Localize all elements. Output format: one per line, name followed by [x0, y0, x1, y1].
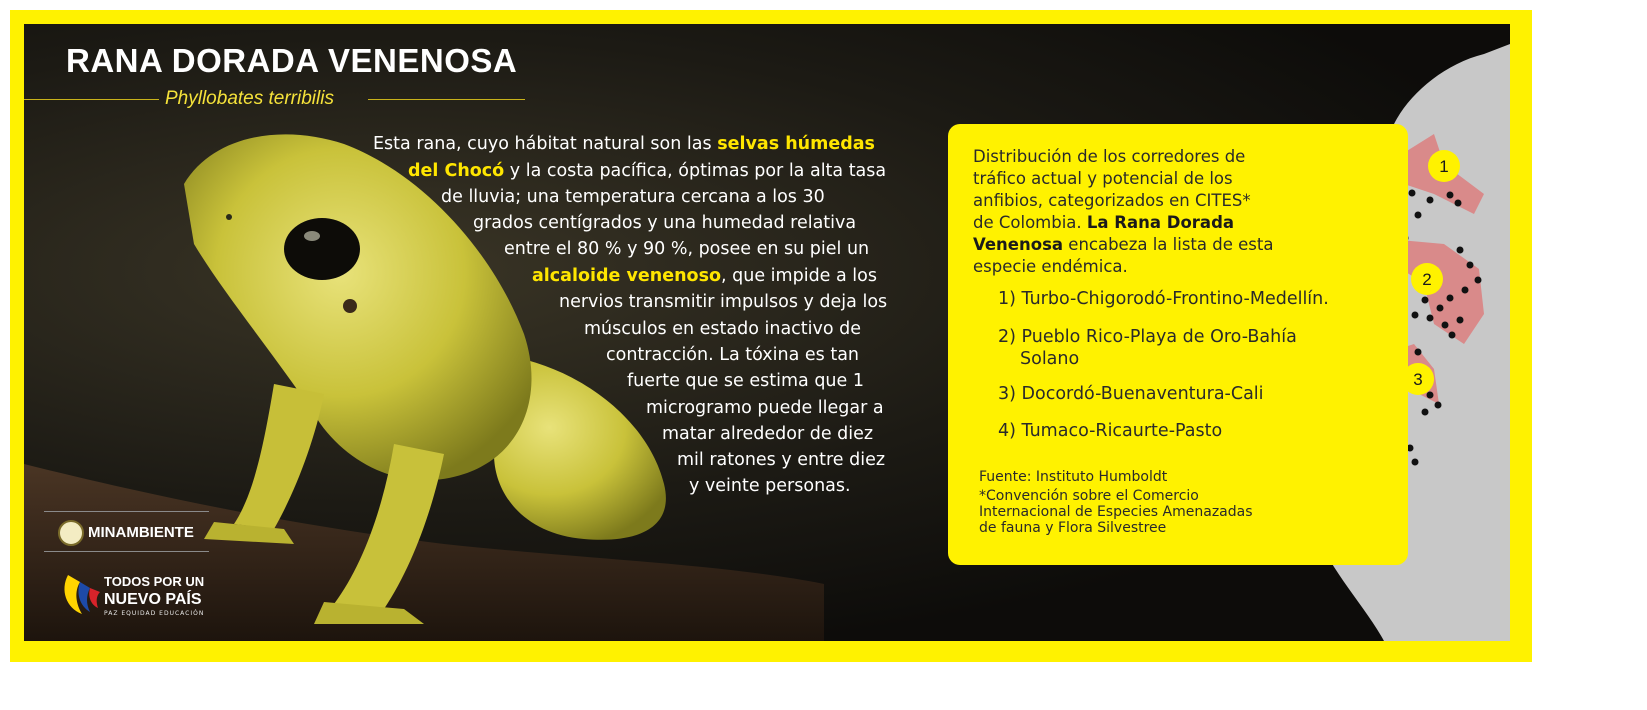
body-line: alcaloide venenoso, que impide a los [532, 266, 877, 286]
info-line: de Colombia. La Rana Dorada [973, 213, 1235, 232]
route-item: 1) Turbo-Chigorodó-Frontino-Medellín. [998, 289, 1329, 309]
footnote-line: Internacional de Especies Amenazadas [979, 504, 1253, 520]
route-item: 3) Docordó-Buenaventura-Cali [998, 384, 1264, 404]
page-title: RANA DORADA VENENOSA [66, 42, 518, 79]
title-rule-right [368, 99, 525, 100]
route-item: 4) Tumaco-Ricaurte-Pasto [998, 421, 1223, 441]
source-credit: Fuente: Instituto Humboldt [979, 469, 1168, 485]
logo-divider-bottom [44, 551, 209, 552]
marker-label-1: 1 [1439, 157, 1449, 176]
body-line: y veinte personas. [689, 476, 851, 496]
body-line: Esta rana, cuyo hábitat natural son las selvas húmedas [373, 134, 875, 154]
ministry-logo: MINAMBIENTE [88, 524, 194, 541]
info-line: anfibios, categorizados en CITES* [973, 191, 1251, 210]
body-line: mil ratones y entre diez [677, 450, 886, 470]
marker-label-2: 2 [1422, 270, 1432, 289]
scientific-name: Phyllobates terribilis [165, 88, 334, 109]
colombia-seal-icon [58, 520, 84, 546]
body-line: contracción. La tóxina es tan [606, 345, 860, 365]
info-line: Venenosa encabeza la lista de esta [973, 235, 1274, 254]
body-line: fuerte que se estima que 1 [627, 371, 864, 391]
body-line: entre el 80 % y 90 %, posee en su piel un [504, 239, 870, 259]
marker-label-3: 3 [1413, 370, 1423, 389]
info-line: especie endémica. [973, 257, 1128, 276]
logo-divider-top [44, 511, 209, 512]
info-line: Distribución de los corredores de [973, 147, 1246, 166]
route-item: 2) Pueblo Rico-Playa de Oro-Bahía [998, 327, 1297, 347]
footnote-line: de fauna y Flora Silvestree [979, 520, 1167, 536]
body-line: microgramo puede llegar a [646, 398, 884, 418]
info-line: tráfico actual y potencial de los [973, 169, 1233, 188]
title-rule-left [24, 99, 159, 100]
body-line: de lluvia; una temperatura cercana a los 30 [441, 187, 825, 207]
slogan-line-2: NUEVO PAÍS [104, 591, 202, 608]
body-line: músculos en estado inactivo de [584, 319, 862, 339]
footnote-line: *Convención sobre el Comercio [979, 488, 1199, 504]
slogan-line-1: TODOS POR UN [104, 574, 205, 589]
body-line: matar alrededor de diez [662, 424, 874, 444]
route-item-continuation: Solano [1020, 349, 1080, 369]
body-line: del Chocó y la costa pacífica, óptimas por la alta tasa [408, 161, 887, 181]
slogan-line-3: PAZ EQUIDAD EDUCACIÓN [104, 610, 205, 617]
body-line: nervios transmitir impulsos y deja los [559, 292, 888, 312]
body-line: grados centígrados y una humedad relativa [473, 213, 857, 233]
